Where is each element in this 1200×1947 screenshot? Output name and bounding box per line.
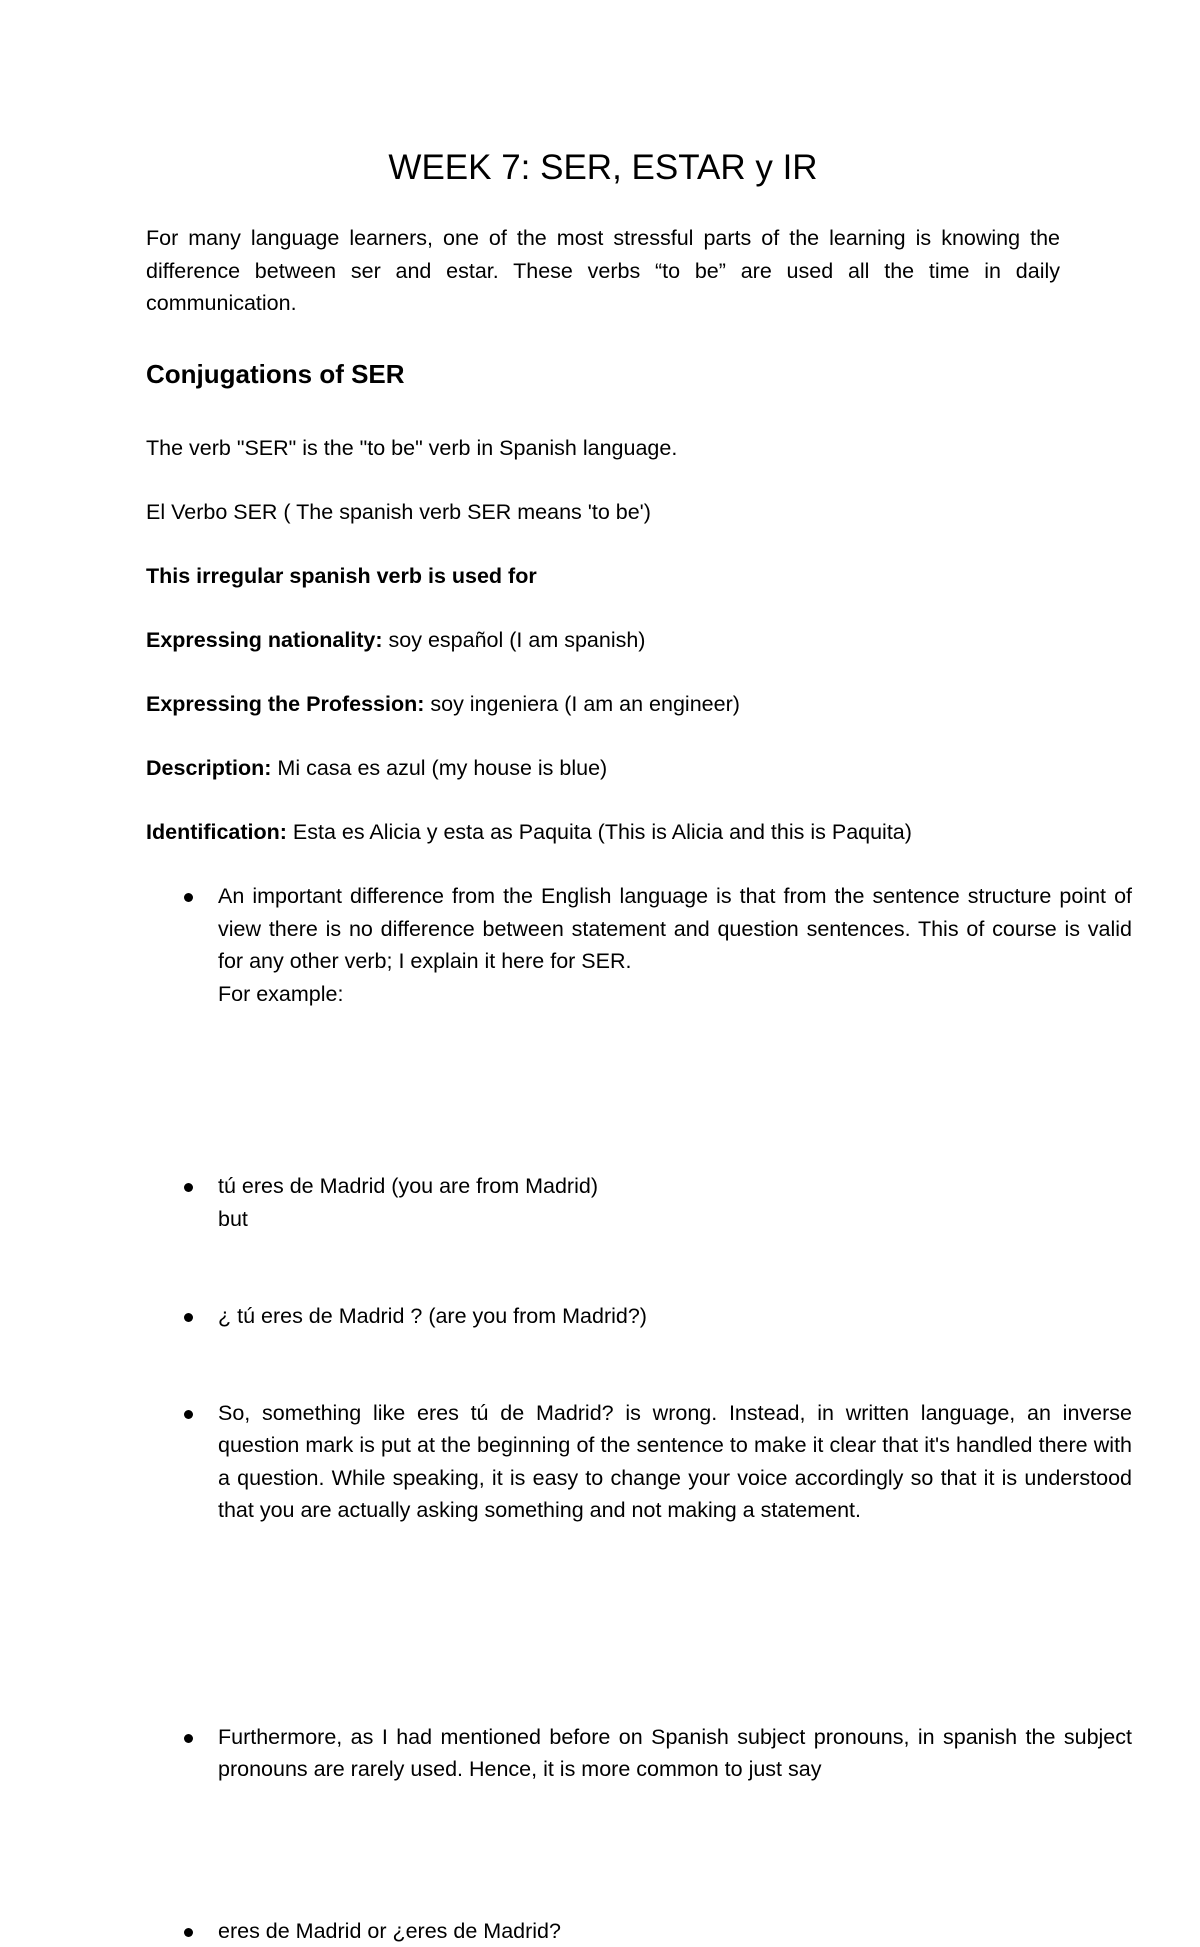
use-identification: [146, 816, 1060, 849]
intro-paragraph: For many language learners, one of the most stressful parts of the learning is knowing the difference between ser and estar. These verbs “to be” are used all the time in daily communication.: [146, 222, 1060, 320]
uses-heading: This irregular spanish verb is used for: [146, 560, 1060, 593]
bullet-continuation: but: [218, 1203, 1132, 1236]
use-label: Identification:: [146, 820, 287, 844]
bullet-item-subject-pronouns: [146, 1721, 1132, 1786]
use-text: Mi casa es azul (my house is blue): [271, 756, 607, 780]
bullet-text: eres de Madrid or ¿eres de Madrid?: [218, 1919, 561, 1943]
use-label: Expressing the Profession:: [146, 692, 424, 716]
use-text: soy español (I am spanish): [383, 628, 646, 652]
bullet-item-sentence-structure: [146, 880, 1132, 1010]
bullet-icon: [184, 893, 193, 902]
bullet-item-question-example: [146, 1300, 1132, 1333]
bullet-icon: [184, 1183, 193, 1192]
bullet-text: tú eres de Madrid (you are from Madrid): [218, 1174, 598, 1198]
use-label: Description:: [146, 756, 271, 780]
use-label: Expressing nationality:: [146, 628, 383, 652]
bullet-item-inverse-question-mark: [146, 1397, 1132, 1527]
use-text: soy ingeniera (I am an engineer): [424, 692, 740, 716]
bullet-continuation: For example:: [218, 978, 1132, 1011]
use-nationality: [146, 624, 1060, 657]
section-heading: Conjugations of SER: [146, 356, 1060, 392]
bullet-icon: [184, 1928, 193, 1937]
use-description: [146, 752, 1060, 785]
bullet-text: Furthermore, as I had mentioned before on Spanish subject pronouns, in spanish the subject pronouns are rarely used. Hence, it is more common to just say: [218, 1725, 1132, 1782]
page-title: WEEK 7: SER, ESTAR y IR: [146, 144, 1060, 192]
bullet-text: An important difference from the English language is that from the sentence structure point of view there is no difference between statement and question sentences. This of course is valid for any other verb; I explain it here for SER.: [218, 884, 1132, 973]
bullet-item-short-form: [146, 1915, 1132, 1947]
el-verbo-line: El Verbo SER ( The spanish verb SER means 'to be'): [146, 496, 1060, 529]
use-text: Esta es Alicia y esta as Paquita (This is Alicia and this is Paquita): [287, 820, 912, 844]
bullet-icon: [184, 1734, 193, 1743]
document-page: [146, 0, 1060, 455]
bullet-text: ¿ tú eres de Madrid ? (are you from Madrid?): [218, 1304, 647, 1328]
bullet-text: So, something like eres tú de Madrid? is wrong. Instead, in written language, an inverse question mark is put at the beginning of the sentence to make it clear that it's handled there with a question. While speaking, it is easy to change your voice accordingly so that it is understood that you are actually asking something and not making a statement.: [218, 1401, 1132, 1523]
use-profession: [146, 688, 1060, 721]
ser-definition: The verb "SER" is the "to be" verb in Spanish language.: [146, 432, 1060, 465]
bullet-icon: [184, 1410, 193, 1419]
bullet-item-statement-example: [146, 1170, 1132, 1235]
bullet-icon: [184, 1313, 193, 1322]
